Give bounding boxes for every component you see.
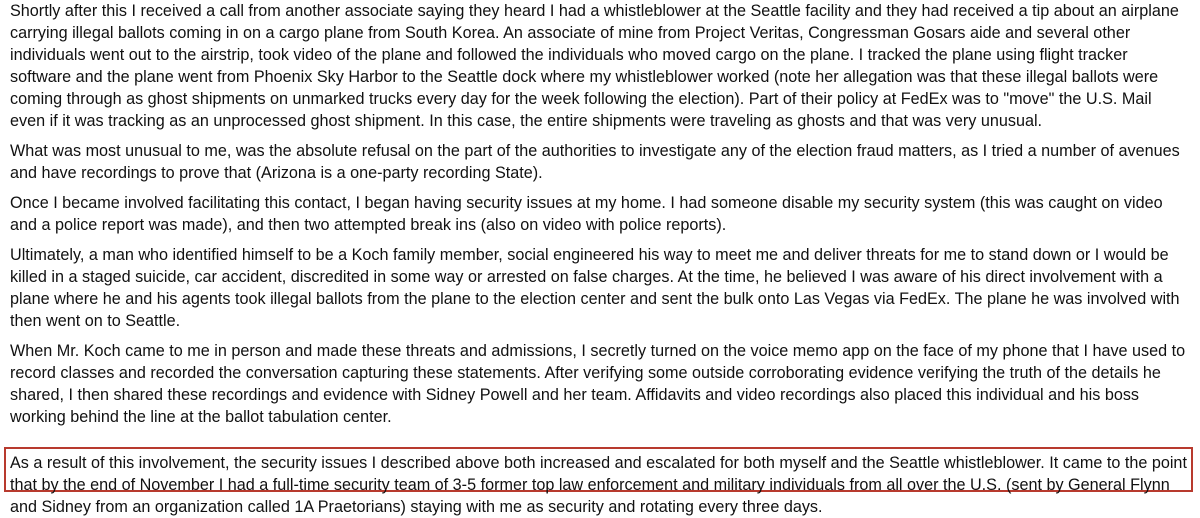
paragraph-2: What was most unusual to me, was the absolute refusal on the part of the authorities to investigate any of the election fraud matters, as I tried a number of avenues and have recordings to prove that (Arizona is a one-party recording State).	[10, 142, 1180, 182]
paragraph-3: Once I became involved facilitating this contact, I began having security issues at my home. I had someone disable my security system (this was caught on video and a police report was made), and then two attempted break ins (also on video with police reports).	[10, 194, 1163, 234]
highlighted-paragraph: As a result of this involvement, the security issues I described above both increased and escalated for both myself and the Seattle whistleblower. It came to the point that by the end of November I had a full-time security team of 3-5 former top law enforcement and military individuals from all over the U.S. (sent by General Flynn and Sidney from an organization called 1A Praetorians) staying with me as security and rotating every three days.	[10, 454, 1187, 516]
paragraph-5: When Mr. Koch came to me in person and made these threats and admissions, I secretly turned on the voice memo app on the face of my phone that I have used to record classes and recorded the conversation capturing these statements. After verifying some outside corroborating evidence verifying the truth of the details he shared, I then shared these recordings and evidence with Sidney Powell and her team. Affidavits and video recordings also placed this individual and his boss working behind the line at the ballot tabulation center.	[10, 342, 1186, 426]
document-body	[10, 0, 1190, 436]
paragraph-1: Shortly after this I received a call from another associate saying they heard I had a whistleblower at the Seattle facility and they had received a tip about an airplane carrying illegal ballots coming in on a cargo plane from South Korea. An associate of mine from Project Veritas, Congressman Gosars aide and several other individuals went out to the airstrip, took video of the plane and followed the individuals who moved cargo on the plane. I tracked the plane using flight tracker software and the plane went from Phoenix Sky Harbor to the Seattle dock where my whistleblower worked (note her allegation was that these illegal ballots were coming through as ghost shipments on unmarked trucks every day for the week following the election). Part of their policy at FedEx was to "move" the U.S. Mail even if it was tracking as an unprocessed ghost shipment. In this case, the entire shipments were traveling as ghosts and that was very unusual.	[10, 2, 1179, 130]
paragraph-4: Ultimately, a man who identified himself to be a Koch family member, social engineered his way to meet me and deliver threats for me to stand down or I would be killed in a staged suicide, car accident, discredited in some way or arrested on false charges. At the time, he believed I was aware of his direct involvement with a plane where he and his agents took illegal ballots from the plane to the election center and sent the bulk onto Las Vegas via FedEx. The plane he was involved with then went on to Seattle.	[10, 246, 1180, 330]
